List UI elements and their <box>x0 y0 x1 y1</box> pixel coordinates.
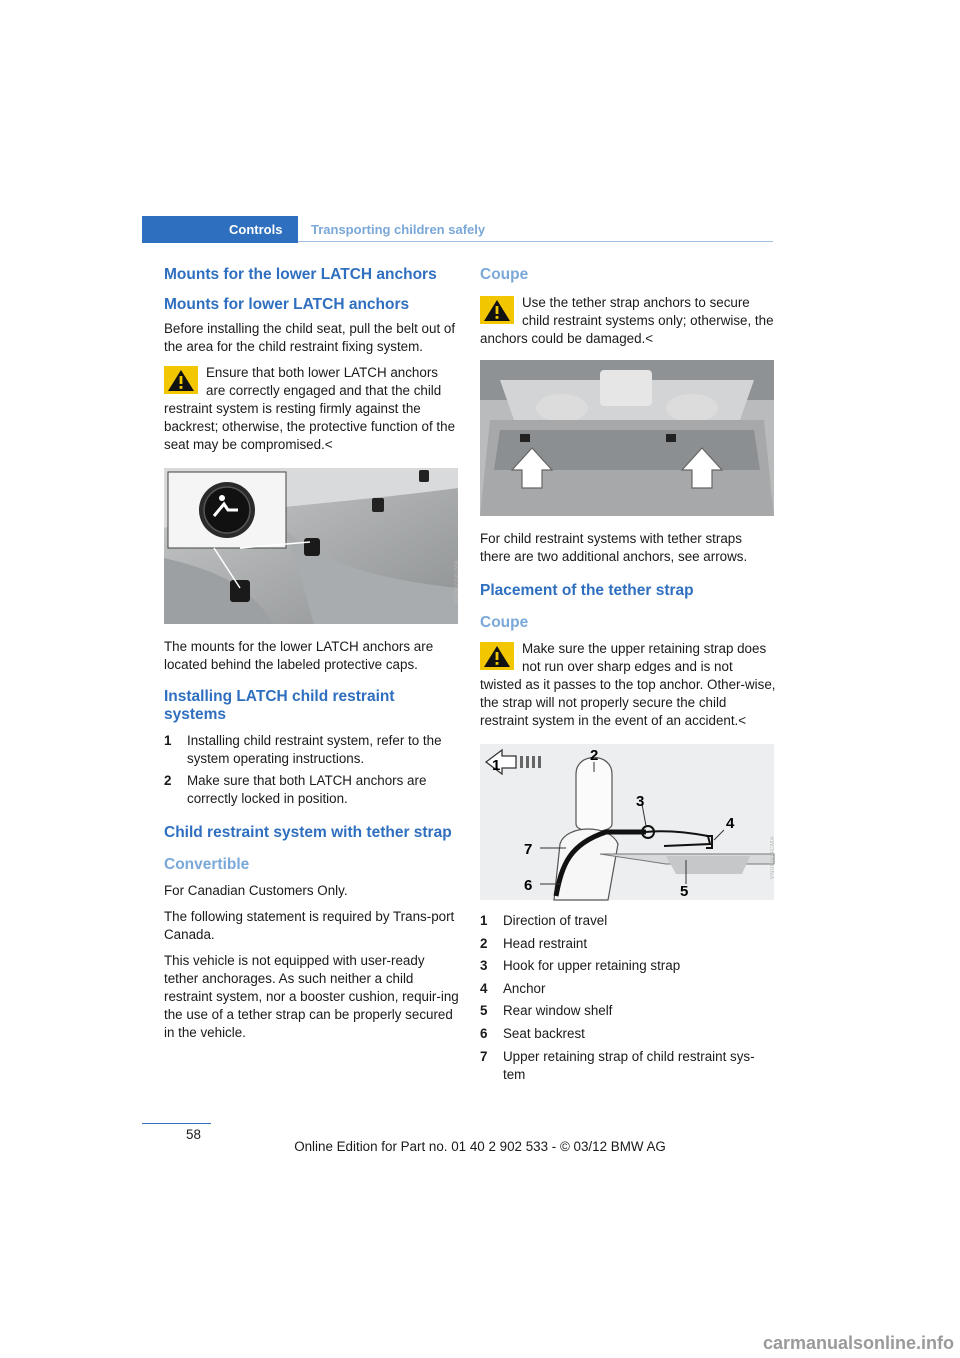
warning-icon <box>480 296 514 324</box>
paragraph-statement: The following statement is required by Trans-port Canada. <box>164 909 455 942</box>
end-mark: < <box>645 331 654 346</box>
warning-strap-text: Make sure the upper retaining strap does not run over sharp edges and is not twisted as it passes to the top anchor. Other-wise, the strap will not properly secure the child restraint system in the event of an accident. <box>480 641 776 728</box>
heading-placement: Placement of the tether strap <box>480 582 694 599</box>
end-mark: < <box>738 713 747 728</box>
diagram-label-3: 3 <box>636 793 645 810</box>
paragraph-canadian: For Canadian Customers Only. <box>164 883 348 898</box>
diagram-label-7: 7 <box>524 841 533 858</box>
seat-photo-graphic <box>164 468 458 624</box>
tether-strap-diagram <box>480 744 774 900</box>
diagram-label-6: 6 <box>524 877 533 894</box>
paragraph-vehicle: This vehicle is not equipped with user-ready tether anchorages. As such neither a child restraint system, nor a booster cushion, requir-ing the use of a tether strap can be properly secured in the vehicle. <box>164 953 459 1040</box>
rear-shelf-graphic <box>480 360 774 516</box>
online-edition-note: Online Edition for Part no. 01 40 2 902 533 - © 03/12 BMW AG <box>294 1139 666 1154</box>
footer-rule <box>142 1123 211 1124</box>
rear-shelf-photo <box>480 360 774 516</box>
warning-strap <box>480 640 776 730</box>
warning-icon <box>480 642 514 670</box>
section-title: Transporting children safely <box>311 222 486 237</box>
watermark: carmanualsonline.info <box>762 1333 954 1353</box>
warning-tether-anchors <box>480 294 776 348</box>
installing-steps <box>164 732 460 808</box>
list-item: 3 Hook for upper retaining strap <box>480 958 681 974</box>
paragraph-mounts-located: The mounts for the lower LATCH anchors are located behind the labeled protective caps. <box>164 639 434 672</box>
list-item: 5 Rear window shelf <box>480 1003 613 1019</box>
warning-tether-text: Use the tether strap anchors to secure child restraint systems only; otherwise, the anchors could be damaged. <box>480 295 774 346</box>
diagram-code: VN00904CMA <box>770 836 776 880</box>
paragraph-before-installing: Before installing the child seat, pull the belt out of the area for the child restraint fixing system. <box>164 321 456 354</box>
diagram-label-5: 5 <box>680 883 689 900</box>
end-mark: < <box>324 437 333 452</box>
photo-code: VN00202CMA <box>454 560 460 604</box>
warning-latch-text: Ensure that both lower LATCH anchors are correctly engaged and that the child restraint system is resting firmly against the backrest; otherwise, the protective function of the seat may be compromised. <box>164 365 456 452</box>
list-item: 1 Direction of travel <box>480 913 608 928</box>
tether-diagram-graphic <box>480 744 774 900</box>
photo-code: VN02080CMA <box>770 452 776 496</box>
warning-icon <box>164 366 198 394</box>
heading-coupe: Coupe <box>480 266 529 283</box>
left-column <box>164 266 460 1050</box>
list-item: 7 Upper retaining strap of child restraint sys-tem <box>480 1048 755 1082</box>
list-item: 4 Anchor <box>480 980 546 996</box>
heading-convertible: Convertible <box>164 856 250 873</box>
paragraph-additional-anchors: For child restraint systems with tether straps there are two additional anchors, see arrows. <box>480 531 748 564</box>
diagram-label-2: 2 <box>590 747 599 764</box>
list-item: 6 Seat backrest <box>480 1025 585 1041</box>
diagram-label-1: 1 <box>492 757 501 774</box>
heading-coupe-2: Coupe <box>480 614 529 631</box>
heading-mounts: Mounts for the lower LATCH anchors <box>164 266 437 283</box>
diagram-label-4: 4 <box>726 815 735 832</box>
header-rule <box>298 241 773 242</box>
right-column <box>480 266 776 1092</box>
list-item: 1 Installing child restraint system, refer to the system operating instructions. <box>164 733 442 766</box>
page-number: 58 <box>186 1127 201 1142</box>
diagram-legend <box>480 912 776 1084</box>
list-item: 2 Make sure that both LATCH anchors are correctly locked in position. <box>164 773 427 806</box>
heading-mounts-sub: Mounts for lower LATCH anchors <box>164 296 410 313</box>
heading-installing: Installing LATCH child restraint systems <box>164 688 395 723</box>
list-item: 2 Head restraint <box>480 935 588 951</box>
latch-anchors-photo <box>164 468 458 624</box>
chapter-label: Controls <box>229 222 283 237</box>
warning-latch <box>164 364 460 454</box>
heading-tether: Child restraint system with tether strap <box>164 824 452 841</box>
